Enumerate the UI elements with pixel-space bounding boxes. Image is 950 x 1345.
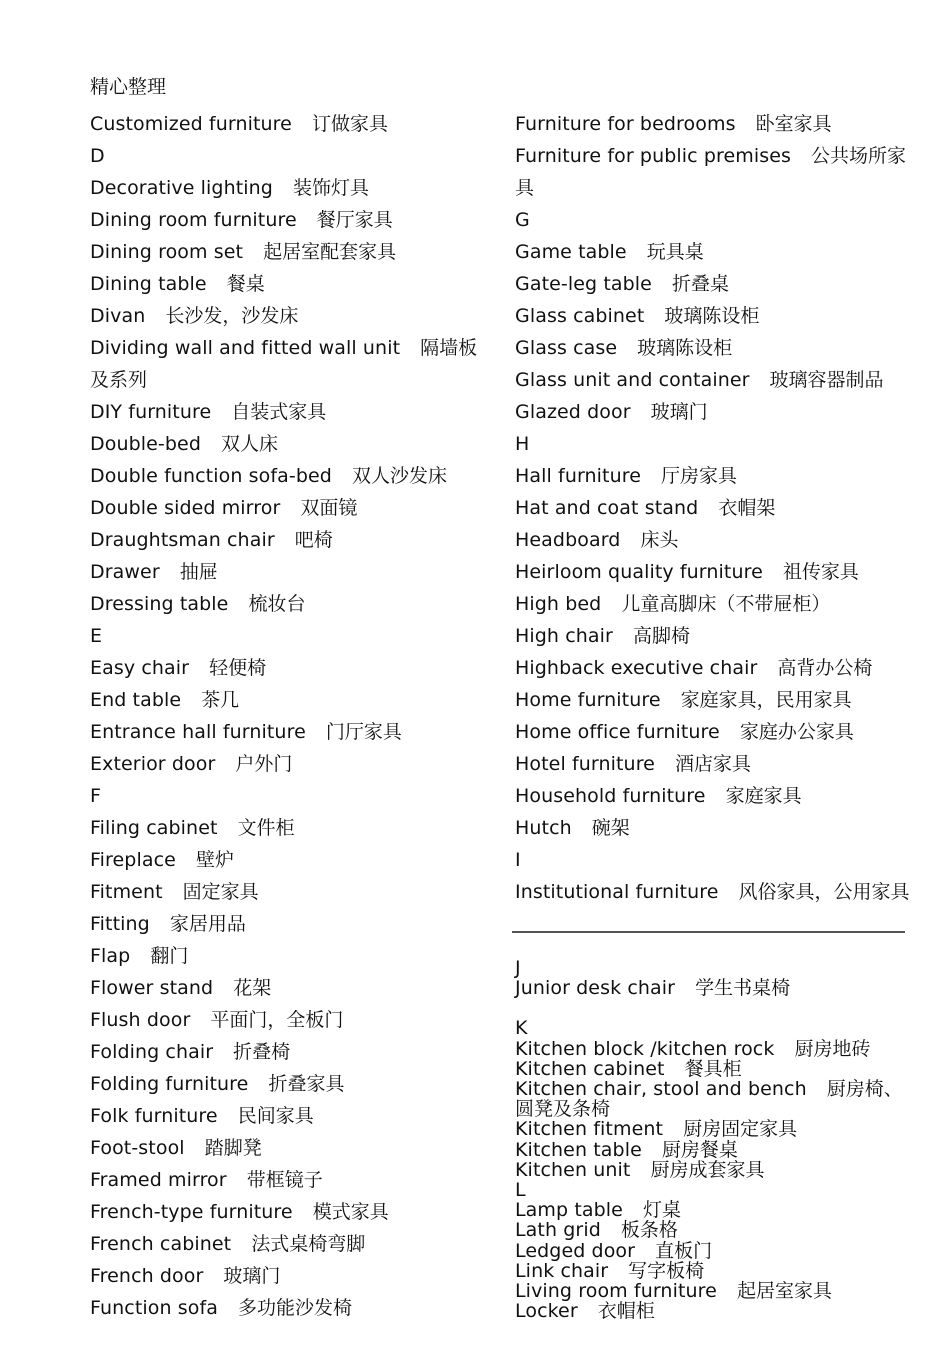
term-chinese: 订做家具 bbox=[311, 113, 388, 135]
glossary-entry bbox=[515, 1200, 910, 1220]
term-english: Draughtsman chair bbox=[90, 529, 275, 551]
left-column bbox=[90, 108, 490, 1324]
glossary-entry bbox=[90, 460, 490, 492]
term-english: High bed bbox=[515, 593, 602, 615]
term-chinese: 衣帽架 bbox=[718, 497, 776, 519]
glossary-entry bbox=[90, 268, 490, 300]
glossary-entry bbox=[90, 940, 490, 972]
term-chinese: 自装式家具 bbox=[231, 401, 327, 423]
term-chinese: 轻便椅 bbox=[209, 657, 267, 679]
glossary-entry bbox=[90, 108, 490, 140]
term-english: Highback executive chair bbox=[515, 657, 758, 679]
term-chinese: 壁炉 bbox=[195, 849, 234, 871]
glossary-entry bbox=[90, 652, 490, 684]
glossary-entry bbox=[90, 972, 490, 1004]
term-english: End table bbox=[90, 689, 182, 711]
term-english: Furniture for public premises bbox=[515, 145, 792, 167]
glossary-entry bbox=[90, 684, 490, 716]
term-english: Household furniture bbox=[515, 785, 706, 807]
term-english: Hat and coat stand bbox=[515, 497, 699, 519]
term-chinese: 平面门，全板门 bbox=[210, 1009, 344, 1031]
term-english: Easy chair bbox=[90, 657, 190, 679]
section-letter: F bbox=[90, 785, 101, 807]
term-english: Flush door bbox=[90, 1009, 191, 1031]
glossary-entry bbox=[90, 876, 490, 908]
section-letter: I bbox=[515, 849, 521, 871]
glossary-entry bbox=[90, 716, 490, 748]
term-english: Dining room set bbox=[90, 241, 244, 263]
term-english: Locker bbox=[515, 1300, 578, 1323]
term-chinese: 踏脚凳 bbox=[204, 1137, 262, 1159]
term-chinese: 双人沙发床 bbox=[351, 465, 447, 487]
term-chinese: 门厅家具 bbox=[325, 721, 402, 743]
term-chinese: 玩具桌 bbox=[646, 241, 704, 263]
term-chinese: 祖传家具 bbox=[782, 561, 859, 583]
glossary-entry bbox=[90, 300, 490, 332]
term-chinese: 抽屉 bbox=[179, 561, 218, 583]
term-chinese: 民间家具 bbox=[237, 1105, 314, 1127]
term-chinese: 茶几 bbox=[201, 689, 240, 711]
term-chinese: 厨房成套家具 bbox=[650, 1158, 765, 1181]
term-chinese: 花架 bbox=[233, 977, 272, 999]
glossary-entry bbox=[90, 204, 490, 236]
term-english: Glass unit and container bbox=[515, 369, 750, 391]
term-english: Fireplace bbox=[90, 849, 176, 871]
term-chinese: 家庭家具，民用家具 bbox=[680, 689, 852, 711]
term-english: French door bbox=[90, 1265, 204, 1287]
term-english: Hotel furniture bbox=[515, 753, 655, 775]
term-english: Folding chair bbox=[90, 1041, 214, 1063]
term-english: Hutch bbox=[515, 817, 572, 839]
glossary-entry bbox=[515, 1220, 910, 1240]
term-chinese: 厨房椅、圆凳及条椅 bbox=[515, 1078, 903, 1121]
term-english: Junior desk chair bbox=[515, 977, 676, 1000]
term-chinese: 餐桌 bbox=[226, 273, 265, 295]
glossary-entry bbox=[515, 652, 910, 684]
glossary-entry bbox=[90, 524, 490, 556]
term-chinese: 法式桌椅弯脚 bbox=[251, 1233, 366, 1255]
term-english: Double-bed bbox=[90, 433, 201, 455]
glossary-entry bbox=[90, 1228, 490, 1260]
term-chinese: 双人床 bbox=[221, 433, 279, 455]
glossary-entry bbox=[90, 1164, 490, 1196]
term-chinese: 厨房餐桌 bbox=[661, 1138, 738, 1161]
term-english: Filing cabinet bbox=[90, 817, 218, 839]
term-chinese: 装饰灯具 bbox=[292, 177, 369, 199]
term-english: Game table bbox=[515, 241, 627, 263]
term-english: Heirloom quality furniture bbox=[515, 561, 763, 583]
term-chinese: 餐具柜 bbox=[684, 1057, 742, 1080]
term-english: Decorative lighting bbox=[90, 177, 273, 199]
term-chinese: 厨房固定家具 bbox=[683, 1118, 798, 1141]
term-chinese: 写字板椅 bbox=[628, 1259, 705, 1282]
term-english: Kitchen table bbox=[515, 1138, 642, 1161]
glossary-entry bbox=[515, 1039, 910, 1059]
glossary-entry bbox=[515, 364, 910, 396]
term-chinese: 风俗家具，公用家具 bbox=[738, 881, 910, 903]
glossary-entry bbox=[90, 588, 490, 620]
section-letter: D bbox=[90, 145, 105, 167]
term-english: Lamp table bbox=[515, 1199, 623, 1222]
term-chinese: 家庭办公家具 bbox=[739, 721, 854, 743]
glossary-entry bbox=[515, 716, 910, 748]
term-english: Lath grid bbox=[515, 1219, 601, 1242]
term-chinese: 文件柜 bbox=[237, 817, 295, 839]
term-chinese: 梳妆台 bbox=[248, 593, 306, 615]
term-english: Ledged door bbox=[515, 1239, 636, 1262]
term-english: Kitchen unit bbox=[515, 1158, 631, 1181]
term-english: Exterior door bbox=[90, 753, 216, 775]
glossary-entry bbox=[515, 524, 910, 556]
section-letter: E bbox=[90, 625, 103, 647]
glossary-entry bbox=[90, 332, 490, 396]
term-english: Fitment bbox=[90, 881, 163, 903]
glossary-entry bbox=[515, 1119, 910, 1139]
term-english: Customized furniture bbox=[90, 113, 292, 135]
glossary-entry bbox=[515, 812, 910, 844]
term-english: Home furniture bbox=[515, 689, 661, 711]
glossary-entry bbox=[515, 620, 910, 652]
glossary-entry bbox=[90, 1132, 490, 1164]
term-english: Entrance hall furniture bbox=[90, 721, 306, 743]
term-english: Kitchen cabinet bbox=[515, 1057, 665, 1080]
term-chinese: 玻璃门 bbox=[650, 401, 708, 423]
term-english: Double function sofa-bed bbox=[90, 465, 332, 487]
glossary-entry bbox=[90, 844, 490, 876]
glossary-entry bbox=[515, 492, 910, 524]
term-chinese: 直板门 bbox=[655, 1239, 713, 1262]
glossary-entry bbox=[515, 332, 910, 364]
term-chinese: 模式家具 bbox=[312, 1201, 389, 1223]
glossary-entry bbox=[515, 1079, 910, 1119]
spacer bbox=[515, 998, 910, 1018]
term-chinese: 衣帽柜 bbox=[597, 1300, 655, 1323]
glossary-entry bbox=[515, 268, 910, 300]
glossary-entry bbox=[515, 460, 910, 492]
term-english: Kitchen block /kitchen rock bbox=[515, 1037, 775, 1060]
glossary-entry bbox=[90, 556, 490, 588]
term-chinese: 户外门 bbox=[235, 753, 293, 775]
term-english: High chair bbox=[515, 625, 613, 647]
right-column-top bbox=[515, 108, 910, 908]
term-chinese: 高背办公椅 bbox=[777, 657, 873, 679]
term-chinese: 固定家具 bbox=[182, 881, 259, 903]
section-letter: G bbox=[515, 209, 530, 231]
term-chinese: 起居室家具 bbox=[736, 1280, 832, 1303]
term-chinese: 灯桌 bbox=[642, 1199, 681, 1222]
term-english: Living room furniture bbox=[515, 1280, 717, 1303]
glossary-entry bbox=[515, 1301, 910, 1321]
term-english: Dividing wall and fitted wall unit bbox=[90, 337, 401, 359]
glossary-entry bbox=[515, 1261, 910, 1281]
term-english: Dining room furniture bbox=[90, 209, 297, 231]
term-chinese: 高脚椅 bbox=[632, 625, 690, 647]
term-english: Dining table bbox=[90, 273, 207, 295]
glossary-entry bbox=[90, 1196, 490, 1228]
glossary-entry bbox=[90, 908, 490, 940]
right-column-bottom bbox=[515, 958, 910, 1321]
term-english: Function sofa bbox=[90, 1297, 219, 1319]
term-chinese: 厨房地砖 bbox=[794, 1037, 871, 1060]
term-chinese: 多功能沙发椅 bbox=[238, 1297, 353, 1319]
term-chinese: 酒店家具 bbox=[674, 753, 751, 775]
term-chinese: 折叠椅 bbox=[233, 1041, 291, 1063]
term-chinese: 餐厅家具 bbox=[316, 209, 393, 231]
term-english: Institutional furniture bbox=[515, 881, 719, 903]
glossary-entry bbox=[515, 588, 910, 620]
term-chinese: 翻门 bbox=[150, 945, 189, 967]
glossary-entry bbox=[515, 978, 910, 998]
term-english: French-type furniture bbox=[90, 1201, 293, 1223]
glossary-entry bbox=[515, 300, 910, 332]
section-letter: J bbox=[515, 957, 521, 979]
glossary-entry bbox=[515, 748, 910, 780]
term-english: Framed mirror bbox=[90, 1169, 227, 1191]
term-chinese: 家居用品 bbox=[169, 913, 246, 935]
glossary-entry bbox=[515, 108, 910, 140]
glossary-entry bbox=[515, 556, 910, 588]
term-chinese: 带框镜子 bbox=[246, 1169, 323, 1191]
term-chinese: 吧椅 bbox=[294, 529, 333, 551]
term-english: Gate-leg table bbox=[515, 273, 652, 295]
term-chinese: 公共场所家具 bbox=[515, 145, 907, 199]
glossary-entry bbox=[90, 1100, 490, 1132]
term-english: Folding furniture bbox=[90, 1073, 249, 1095]
term-english: Link chair bbox=[515, 1259, 609, 1282]
term-english: Dressing table bbox=[90, 593, 229, 615]
term-english: Flap bbox=[90, 945, 131, 967]
term-chinese: 玻璃门 bbox=[223, 1265, 281, 1287]
term-english: Flower stand bbox=[90, 977, 214, 999]
term-chinese: 学生书桌椅 bbox=[695, 977, 791, 1000]
section-divider bbox=[512, 931, 905, 933]
glossary-entry bbox=[90, 1068, 490, 1100]
glossary-entry bbox=[515, 1160, 910, 1180]
glossary-entry bbox=[515, 876, 910, 908]
term-chinese: 玻璃陈设柜 bbox=[637, 337, 733, 359]
term-chinese: 起居室配套家具 bbox=[263, 241, 397, 263]
term-chinese: 长沙发，沙发床 bbox=[165, 305, 299, 327]
glossary-entry bbox=[515, 236, 910, 268]
glossary-entry bbox=[90, 396, 490, 428]
term-english: Furniture for bedrooms bbox=[515, 113, 736, 135]
section-letter: K bbox=[515, 1017, 528, 1040]
section-letter: L bbox=[515, 1179, 526, 1202]
term-english: Glass case bbox=[515, 337, 618, 359]
term-english: Home office furniture bbox=[515, 721, 720, 743]
term-english: DIY furniture bbox=[90, 401, 212, 423]
glossary-entry bbox=[90, 428, 490, 460]
term-english: Kitchen fitment bbox=[515, 1118, 664, 1141]
term-chinese: 玻璃容器制品 bbox=[769, 369, 884, 391]
glossary-entry bbox=[90, 1260, 490, 1292]
term-english: Hall furniture bbox=[515, 465, 642, 487]
term-chinese: 碗架 bbox=[591, 817, 630, 839]
term-chinese: 双面镜 bbox=[300, 497, 358, 519]
term-chinese: 卧室家具 bbox=[755, 113, 832, 135]
glossary-entry bbox=[90, 1004, 490, 1036]
term-english: French cabinet bbox=[90, 1233, 232, 1255]
term-english: Divan bbox=[90, 305, 146, 327]
term-english: Headboard bbox=[515, 529, 621, 551]
term-chinese: 家庭家具 bbox=[725, 785, 802, 807]
term-chinese: 儿童高脚床（不带屉柜） bbox=[621, 593, 831, 615]
glossary-entry bbox=[90, 236, 490, 268]
glossary-entry bbox=[515, 684, 910, 716]
glossary-entry bbox=[90, 492, 490, 524]
glossary-entry bbox=[90, 748, 490, 780]
glossary-entry bbox=[90, 172, 490, 204]
term-english: Drawer bbox=[90, 561, 160, 583]
term-english: Fitting bbox=[90, 913, 150, 935]
term-chinese: 玻璃陈设柜 bbox=[664, 305, 760, 327]
term-english: Foot-stool bbox=[90, 1137, 185, 1159]
glossary-entry bbox=[515, 396, 910, 428]
glossary-entry bbox=[515, 1281, 910, 1301]
glossary-entry bbox=[90, 1036, 490, 1068]
term-chinese: 厅房家具 bbox=[661, 465, 738, 487]
term-english: Double sided mirror bbox=[90, 497, 281, 519]
term-english: Folk furniture bbox=[90, 1105, 218, 1127]
glossary-entry bbox=[515, 1241, 910, 1261]
term-chinese: 折叠家具 bbox=[268, 1073, 345, 1095]
term-english: Glass cabinet bbox=[515, 305, 645, 327]
term-english: Kitchen chair, stool and bench bbox=[515, 1078, 807, 1101]
glossary-entry bbox=[515, 780, 910, 812]
term-chinese: 床头 bbox=[640, 529, 679, 551]
term-chinese: 板条格 bbox=[620, 1219, 678, 1242]
glossary-entry bbox=[90, 1292, 490, 1324]
glossary-entry bbox=[515, 1140, 910, 1160]
term-chinese: 折叠桌 bbox=[671, 273, 729, 295]
page-header: 精心整理 bbox=[90, 76, 167, 98]
glossary-entry bbox=[90, 812, 490, 844]
term-english: Glazed door bbox=[515, 401, 631, 423]
glossary-entry bbox=[515, 1059, 910, 1079]
term-chinese: 隔墙板及系列 bbox=[90, 337, 478, 391]
section-letter: H bbox=[515, 433, 530, 455]
glossary-entry bbox=[515, 140, 910, 204]
